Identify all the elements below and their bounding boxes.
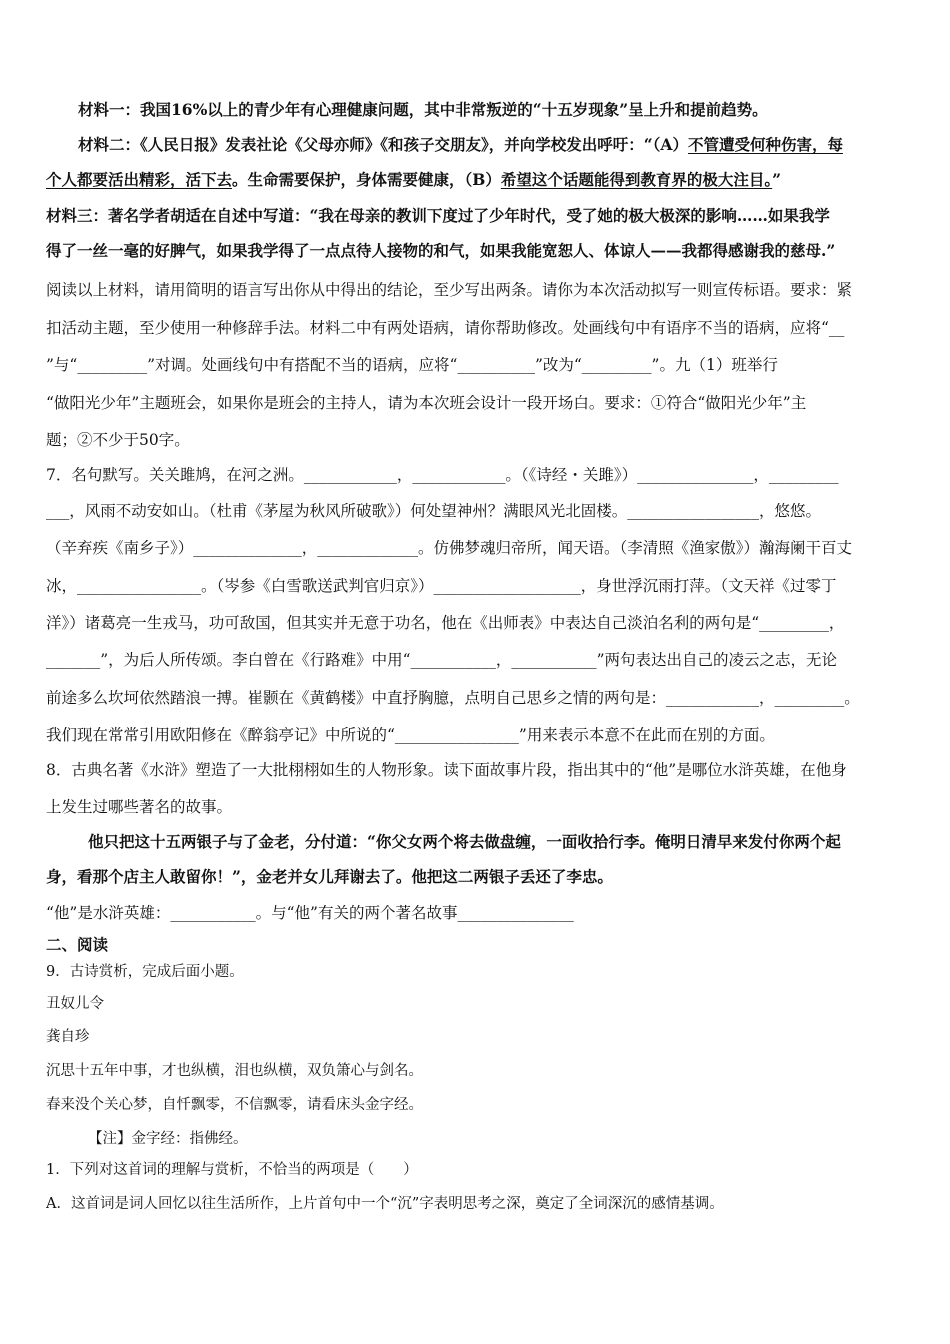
underlined-sentence-a: 不管遭受何种伤害，每 — [687, 135, 843, 154]
material-2-mid: 。生命需要保护，身体需要健康，（B） — [232, 170, 501, 189]
poem-line: 沉思十五年中事，才也纵横，泪也纵横，双负箫心与剑名。 — [46, 1063, 423, 1079]
q8-excerpt: 他只把这十五两银子与了金老，分付道：“你父女两个将去做盘缠，一面收拾行李。俺明日清早来发付你两个起 — [88, 832, 841, 851]
material-2-text: 材料二：《人民日报》发表社论《父母亦师》《和孩子交朋友》，并向学校发出呼吁：“（A） — [78, 135, 688, 154]
q7-text: 冰，________________。（岑参《白雪歌送武判官归京》）___________________，身世浮沉雨打萍。（文天祥《过零丁 — [46, 577, 837, 595]
q6-text: 题；②不少于50字。 — [46, 431, 190, 449]
underlined-sentence-a-cont: 个人都要活出精彩，活下去 — [46, 170, 233, 189]
q7-text: 前途多么坎坷依然踏浪一搏。崔颢在《黄鹤楼》中直抒胸臆，点明自己思乡之情的两句是：____________，_________。 — [46, 689, 860, 707]
poem-line: 春来没个关心梦，自忏飘零，不信飘零，请看床头金字经。 — [46, 1097, 423, 1113]
q6-text: 阅读以上材料，请用简明的语言写出你从中得出的结论，至少写出两条。请你为本次活动拟写一则宣传标语。要求：紧 — [46, 281, 853, 299]
poem-title: 丑奴儿令 — [46, 996, 104, 1012]
q8-excerpt: 身，看那个店主人敢留你！”，金老并女儿拜谢去了。他把这二两银子丢还了李忠。 — [46, 867, 613, 886]
q6-text: 扣活动主题，至少使用一种修辞手法。材料二中有两处语病，请你帮助修改。处画线句中有语序不当的语病，应将“__ — [46, 319, 845, 337]
q6-text: ”与“_________”对调。处画线句中有搭配不当的语病，应将“__________”改为“_________”。九（1）班举行 — [46, 356, 778, 374]
q7-text: （辛弃疾《南乡子》）______________，_____________。仿佛梦魂归帝所，闻天语。（李清照《渔家傲》）瀚海阑干百丈 — [46, 539, 853, 557]
q9-text: 9．古诗赏析，完成后面小题。 — [46, 964, 244, 980]
poem-note: 【注】金字经：指佛经。 — [88, 1131, 248, 1147]
material-3: 材料三：著名学者胡适在自述中写道：“我在母亲的教训下度过了少年时代，受了她的极大极深的影响……如果我学 — [46, 206, 830, 225]
option-a: A．这首词是词人回忆以往生活所作，上片首句中一个“沉”字表明思考之深，奠定了全词深沉的感情基调。 — [46, 1196, 724, 1212]
q6-text: “做阳光少年”主题班会，如果你是班会的主持人，请为本次班会设计一段开场白。要求：①符合“做阳光少年”主 — [46, 394, 807, 412]
q7-text: 洋》）诸葛亮一生戎马，功可敌国，但其实并无意于功名，他在《出师表》中表达自己淡泊名利的两句是“_________， — [46, 614, 845, 632]
sub-question-1: 1．下列对这首词的理解与赏析，不恰当的两项是（ ） — [46, 1162, 418, 1178]
underlined-sentence-b: 希望这个话题能得到教育界的极大注目。 — [500, 170, 773, 189]
material-3-cont: 得了一丝一毫的好脾气，如果我学得了一点点待人接物的和气，如果我能宽恕人、体谅人——我都得感谢我的慈母.” — [46, 241, 836, 260]
section-heading: 二、阅读 — [46, 935, 109, 954]
q7-text: _______”，为后人所传颂。李白曾在《行路难》中用“___________，___________”两句表达出自己的凌云之志，无论 — [46, 651, 838, 669]
q7-text: 我们现在常常引用欧阳修在《醉翁亭记》中所说的“________________”用来表示本意不在此而在别的方面。 — [46, 726, 775, 744]
q8-text: 上发生过哪些著名的故事。 — [46, 798, 233, 816]
poem-author: 龚自珍 — [46, 1029, 90, 1045]
q8-answer-line: “他”是水浒英雄：___________。与“他”有关的两个著名故事_______________ — [46, 904, 574, 922]
material-2-cont — [46, 170, 781, 190]
material-2-end: ” — [772, 170, 782, 189]
q7-text: 7．名句默写。关关雎鸠，在河之洲。____________，____________。（《诗经・关雎》）_______________，_________ — [46, 466, 839, 484]
q7-text: ___，风雨不动安如山。（杜甫《茅屋为秋风所破歌》）何处望神州？满眼风光北固楼。_________________，悠悠。 — [46, 502, 822, 520]
material-2 — [78, 135, 843, 155]
q8-text: 8．古典名著《水浒》塑造了一大批栩栩如生的人物形象。读下面故事片段，指出其中的“他”是哪位水浒英雄，在他身 — [46, 761, 847, 779]
material-1: 材料一：我国16%以上的青少年有心理健康问题，其中非常叛逆的“十五岁现象”呈上升和提前趋势。 — [78, 100, 768, 119]
